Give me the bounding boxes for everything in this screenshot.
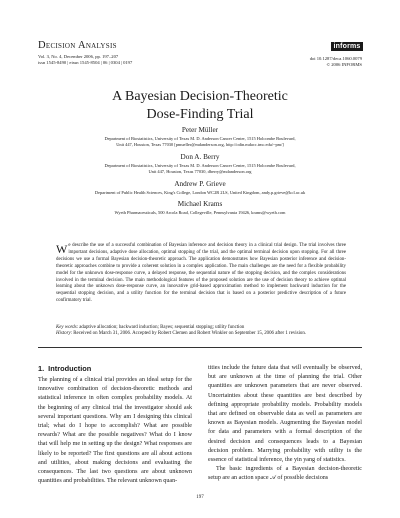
keywords-block [56,325,346,337]
section-heading [38,364,192,374]
doi-line: doi 10.1287/deca.1060.0079 [309,56,362,61]
affiliation-line: Wyeth Pharmaceuticals, 500 Arcola Road, Collegeville, Pennsylvania 19426, krams@wyeth.com [114,210,286,215]
keywords-text: : adaptive allocation; backward induction; Bayes; sequential stopping; utility function [76,325,245,330]
journal-meta [38,54,132,66]
journal-volume-line: Vol. 3, No. 4, December 2006, pp. 197–207 [38,54,119,59]
section-number: 1. [38,364,45,373]
abstract-text: e describe the use of a successful combination of Bayesian inference and decision theory in a clinical trial design. The trial involves three important decisions, adaptive dose allocation, optimal stopping of the trial, and the optimal terminal decision upon stopping. For all three decisions we use a formal Bayesian decision-theoretic approach. The application demonstrates how Bayesian posterior inference and decision-theoretic approaches combine to provide a coherent solution in a complex application. The main challenges are the need for a flexible probability model for the unknown dose-response curve, a delayed response, the sequential nature of the stopping decision, and the complex considerations involved in the terminal decision. The main methodological features of the proposed solution are the use of decision theory to achieve optimal learning about the unknown dose-response curve, an innovative grid-based approximation method to implement backward induction for the sequential stopping decision, and a utility function for the terminal decision that is based on a posterior predictive description of a future confirmatory trial. [56,243,346,304]
right-column [208,364,362,484]
author-name: Michael Krams [177,200,223,208]
author-affiliation [0,210,400,216]
author-affiliation [0,190,400,196]
section-title: Introduction [48,364,92,373]
history-line [56,331,346,337]
affiliation-line: Unit 447, Houston, Texas 77030 [pmueller@mdanderson.org, http://odin.mdacc.tmc.edu/~pm/] [116,141,284,147]
affiliation-line: Department of Biostatistics, University of Texas M. D. Anderson Cancer Center, 1515 Holcombe Boulevard, [104,163,296,168]
abstract [56,243,346,305]
journal-name: Decision Analysis [38,40,117,51]
author-name: Don A. Berry [180,153,220,161]
body-paragraph: The planning of a clinical trial provides an ideal setup for the innovative combination of decision-theoretic methods and statistical inference in often complex probability models. At the beginning of any clinical trial the investigator should ask several important questions. Why am I designing this clinical trial; what do I hope to accomplish? What are possible rewards? What are the possible negatives? What do I know that will help me in setting up the design? What responses are likely to be reported? The first questions are all about actions and utilities, about making decisions and evaluating the consequences. The last two questions are about unknown quantities and probabilities. The relevant unknown quan- [38,377,192,485]
author-name: Peter Müller [181,126,219,134]
paper-title [0,88,400,124]
section-divider [38,347,362,348]
journal-issn-line: issn 1545-8490 | eissn 1545-8504 | 06 | 0304 | 0197 [38,60,133,65]
abstract-dropcap: W [56,242,68,256]
title-line-1: A Bayesian Decision-Theoretic [112,89,288,104]
page-number: 197 [196,495,204,500]
affiliation-line: Unit 447, Houston, Texas 77030, dberry@mdanderson.org [148,168,252,174]
title-line-2: Dose-Finding Trial [146,107,254,122]
body-paragraph: tities include the future data that will eventually be observed, but are unknown at the time of planning the trial. Other quantities are unknown parameters that are never observed. Uncertainties about these quantities are best described by defining appropriate probability models. Probability models that are defined on observable data as well as parameters are known as Bayesian models. Augmenting the Bayesian model for data and parameters with a formal description of the desired decision and consequences leads to a Bayesian decision problem. Marrying probability with utility is the essence of statistical inference, the yin yang of statistics. [208,365,362,464]
doi-block [310,56,362,68]
body-paragraph: The basic ingredients of a Bayesian decision-theoretic setup are an action space 𝒜 of possible decisions [208,466,362,482]
informs-logo: informs [331,42,363,51]
keywords-label: Key words [56,325,77,330]
author-name: Andrew P. Grieve [174,180,226,188]
history-label: History [56,331,71,337]
author-affiliation [0,136,400,147]
history-text: : Received on March 31, 2006. Accepted by Robert Clemen and Robert Winkler on September 15, 2006 after 1 revision. [70,331,307,337]
affiliation-line: Department of Public Health Sciences, King's College, London WC2R 2LS, United Kingdom, andy.p.grieve@kcl.ac.uk [94,190,306,195]
left-column [38,364,192,486]
copyright-line: © 2006 INFORMS [326,62,362,67]
author-affiliation [0,163,400,174]
affiliation-line: Department of Biostatistics, University of Texas M. D. Anderson Cancer Center, 1515 Holcombe Boulevard, [104,136,296,141]
